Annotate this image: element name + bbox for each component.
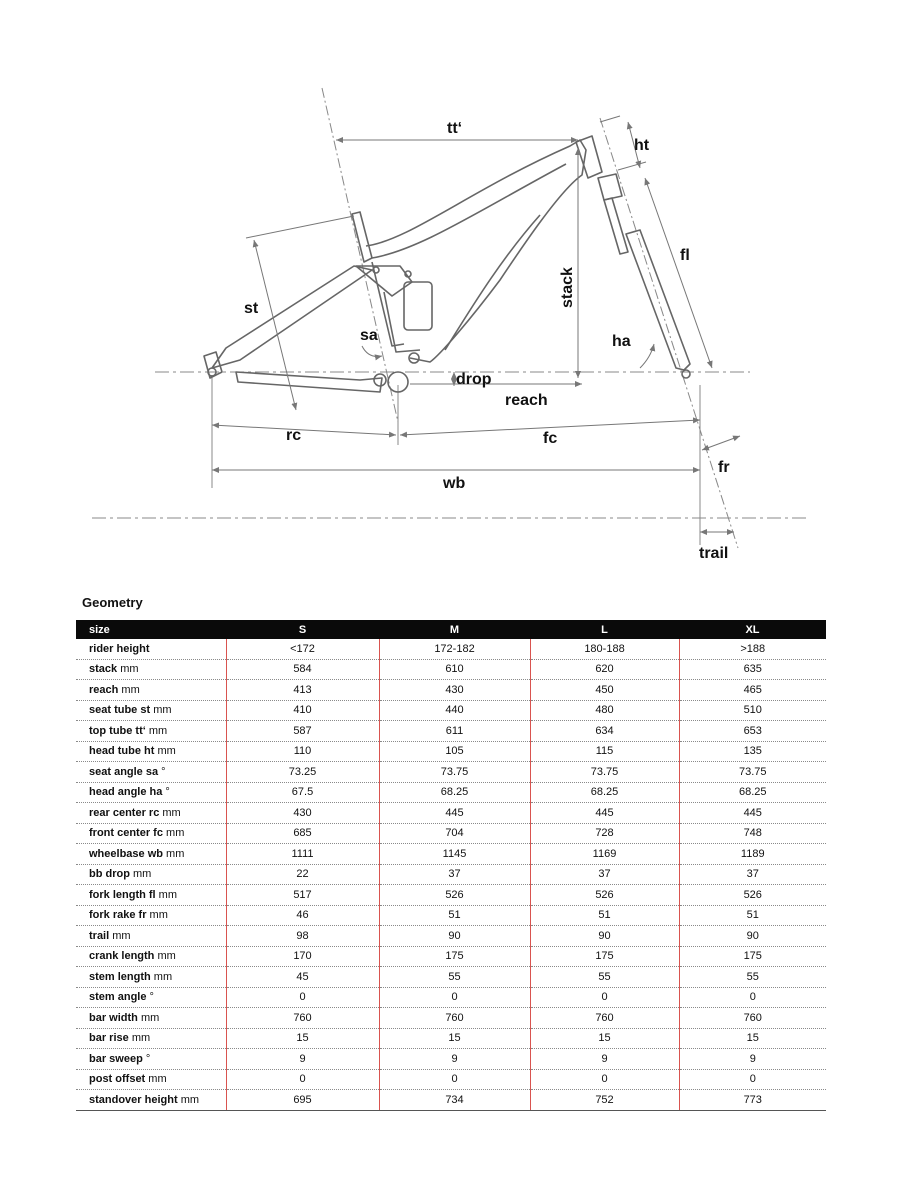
row-unit: mm <box>133 868 152 881</box>
row-name: rider height <box>89 642 150 655</box>
dimension-lines <box>212 116 740 532</box>
table-row <box>76 639 826 659</box>
cell-value: 773 <box>679 1090 826 1111</box>
cell-value: 73.25 <box>226 762 379 783</box>
header-size-m: M <box>379 620 530 639</box>
label-st: st <box>244 300 259 317</box>
cell-value: 172-182 <box>379 639 530 659</box>
label-ht: ht <box>634 137 650 154</box>
row-label <box>76 864 226 885</box>
cell-value: 440 <box>379 700 530 721</box>
row-unit: ° <box>149 991 154 1004</box>
cell-value: 610 <box>379 659 530 680</box>
cell-value: 180-188 <box>530 639 679 659</box>
cell-value: 15 <box>226 1028 379 1049</box>
label-drop: drop <box>456 371 492 388</box>
cell-value: 175 <box>530 946 679 967</box>
row-name: head angle ha <box>89 786 163 799</box>
cell-value: 9 <box>530 1049 679 1070</box>
row-name: standover height <box>89 1093 178 1106</box>
row-name: bar width <box>89 1011 138 1024</box>
row-label <box>76 782 226 803</box>
cell-value: 0 <box>530 1069 679 1090</box>
cell-value: 46 <box>226 905 379 926</box>
cell-value: 526 <box>530 885 679 906</box>
table-row <box>76 700 826 721</box>
row-unit: ° <box>165 786 170 799</box>
table-header-row <box>76 620 826 639</box>
row-unit: mm <box>148 1073 167 1086</box>
cell-value: 51 <box>679 905 826 926</box>
row-label <box>76 905 226 926</box>
cell-value: 0 <box>530 987 679 1008</box>
row-name: seat tube st <box>89 704 151 717</box>
row-label <box>76 1069 226 1090</box>
row-label <box>76 700 226 721</box>
row-name: post offset <box>89 1073 146 1086</box>
row-unit: ° <box>145 1052 151 1065</box>
cell-value: 695 <box>226 1090 379 1111</box>
row-name: front center fc <box>89 827 163 840</box>
row-name: fork length fl <box>89 888 156 901</box>
cell-value: 611 <box>379 721 530 742</box>
row-name: fork rake fr <box>89 909 147 922</box>
cell-value: <172 <box>226 639 379 659</box>
table-body <box>76 639 826 1110</box>
cell-value: 0 <box>679 1069 826 1090</box>
row-label <box>76 762 226 783</box>
cell-value: 135 <box>679 741 826 762</box>
table-row <box>76 1028 826 1049</box>
cell-value: 410 <box>226 700 379 721</box>
row-label <box>76 844 226 865</box>
cell-value: 90 <box>530 926 679 947</box>
row-label <box>76 987 226 1008</box>
cell-value: 51 <box>530 905 679 926</box>
row-unit: mm <box>153 970 173 983</box>
cell-value: 45 <box>226 967 379 988</box>
label-rc: rc <box>286 427 302 444</box>
cell-value: 734 <box>379 1090 530 1111</box>
label-fl: fl <box>680 247 690 264</box>
cell-value: 620 <box>530 659 679 680</box>
cell-value: 37 <box>379 864 530 885</box>
cell-value: 413 <box>226 680 379 701</box>
header-size-xl: XL <box>679 620 826 639</box>
table-row <box>76 946 826 967</box>
table-row <box>76 905 826 926</box>
row-label <box>76 680 226 701</box>
row-unit: mm <box>162 806 181 819</box>
row-unit: mm <box>112 929 131 942</box>
cell-value: 15 <box>530 1028 679 1049</box>
table-row <box>76 926 826 947</box>
cell-value: 445 <box>679 803 826 824</box>
cell-value: 55 <box>379 967 530 988</box>
cell-value: 0 <box>379 987 530 1008</box>
geometry-title: Geometry <box>82 595 143 610</box>
header-size-s: S <box>226 620 379 639</box>
row-unit: mm <box>180 1093 200 1106</box>
row-label <box>76 803 226 824</box>
cell-value: 0 <box>679 987 826 1008</box>
cell-value: 510 <box>679 700 826 721</box>
row-name: top tube tt‘ <box>89 724 146 737</box>
cell-value: 175 <box>379 946 530 967</box>
cell-value: 653 <box>679 721 826 742</box>
cell-value: 430 <box>226 803 379 824</box>
row-unit: mm <box>157 950 176 963</box>
row-label <box>76 885 226 906</box>
row-label <box>76 1028 226 1049</box>
cell-value: 175 <box>679 946 826 967</box>
row-name: bb drop <box>89 868 130 881</box>
cell-value: 55 <box>530 967 679 988</box>
cell-value: 526 <box>379 885 530 906</box>
cell-value: 22 <box>226 864 379 885</box>
table-row <box>76 885 826 906</box>
label-sa: sa <box>360 327 378 344</box>
geometry-table <box>76 620 826 1111</box>
cell-value: 445 <box>379 803 530 824</box>
cell-value: 480 <box>530 700 679 721</box>
row-name: wheelbase wb <box>89 847 163 860</box>
cell-value: 115 <box>530 741 679 762</box>
row-label <box>76 721 226 742</box>
cell-value: 517 <box>226 885 379 906</box>
row-name: stem length <box>89 970 151 983</box>
row-unit: mm <box>166 847 185 860</box>
cell-value: 1169 <box>530 844 679 865</box>
geometry-diagram <box>0 0 900 580</box>
row-name: trail <box>89 929 110 942</box>
cell-value: 635 <box>679 659 826 680</box>
cell-value: 9 <box>679 1049 826 1070</box>
table-row <box>76 987 826 1008</box>
cell-value: 760 <box>679 1008 826 1029</box>
cell-value: 0 <box>226 987 379 1008</box>
table-row <box>76 967 826 988</box>
cell-value: 15 <box>379 1028 530 1049</box>
cell-value: 1145 <box>379 844 530 865</box>
row-name: bar sweep <box>89 1052 143 1065</box>
label-ha: ha <box>612 333 631 350</box>
row-label <box>76 639 226 659</box>
row-unit: mm <box>153 704 172 717</box>
table-row <box>76 659 826 680</box>
row-label <box>76 659 226 680</box>
cell-value: 634 <box>530 721 679 742</box>
table-row <box>76 721 826 742</box>
row-label <box>76 1049 226 1070</box>
cell-value: 51 <box>379 905 530 926</box>
table-row <box>76 762 826 783</box>
row-label <box>76 1008 226 1029</box>
bike-frame <box>204 136 690 392</box>
cell-value: 685 <box>226 823 379 844</box>
cell-value: 90 <box>679 926 826 947</box>
row-unit: mm <box>131 1032 151 1045</box>
table-row <box>76 782 826 803</box>
row-name: head tube ht <box>89 745 155 758</box>
cell-value: 73.75 <box>379 762 530 783</box>
row-label <box>76 967 226 988</box>
cell-value: 430 <box>379 680 530 701</box>
table-row <box>76 823 826 844</box>
row-name: crank length <box>89 950 155 963</box>
cell-value: 728 <box>530 823 679 844</box>
label-fc: fc <box>543 430 558 447</box>
cell-value: 0 <box>379 1069 530 1090</box>
cell-value: 55 <box>679 967 826 988</box>
table-row <box>76 1049 826 1070</box>
label-reach: reach <box>505 392 548 409</box>
header-size-label: size <box>76 620 226 639</box>
cell-value: 760 <box>530 1008 679 1029</box>
cell-value: 450 <box>530 680 679 701</box>
table-row <box>76 803 826 824</box>
cell-value: 37 <box>530 864 679 885</box>
table-row <box>76 1069 826 1090</box>
row-unit: ° <box>161 765 166 778</box>
cell-value: 760 <box>226 1008 379 1029</box>
cell-value: 748 <box>679 823 826 844</box>
row-label <box>76 823 226 844</box>
label-stack: stack <box>559 267 576 308</box>
row-name: rear center rc <box>89 806 160 819</box>
table-row <box>76 1090 826 1111</box>
cell-value: 170 <box>226 946 379 967</box>
cell-value: 752 <box>530 1090 679 1111</box>
cell-value: 68.25 <box>379 782 530 803</box>
row-label <box>76 946 226 967</box>
row-unit: mm <box>120 663 139 676</box>
row-label <box>76 741 226 762</box>
cell-value: 704 <box>379 823 530 844</box>
cell-value: 526 <box>679 885 826 906</box>
cell-value: 67.5 <box>226 782 379 803</box>
cell-value: 98 <box>226 926 379 947</box>
table-row <box>76 680 826 701</box>
row-unit: mm <box>158 888 177 901</box>
cell-value: 105 <box>379 741 530 762</box>
cell-value: 9 <box>226 1049 379 1070</box>
label-tt: tt‘ <box>447 120 463 137</box>
row-name: stack <box>89 663 118 676</box>
row-name: seat angle sa <box>89 765 159 778</box>
cell-value: 73.75 <box>530 762 679 783</box>
cell-value: 0 <box>226 1069 379 1090</box>
cell-value: 465 <box>679 680 826 701</box>
row-unit: mm <box>121 683 140 696</box>
cell-value: 37 <box>679 864 826 885</box>
cell-value: 584 <box>226 659 379 680</box>
cell-value: 68.25 <box>679 782 826 803</box>
row-name: bar rise <box>89 1032 129 1045</box>
row-unit: mm <box>157 745 176 758</box>
row-name: stem angle <box>89 991 147 1004</box>
label-fr: fr <box>718 459 730 476</box>
row-unit: mm <box>166 827 185 840</box>
cell-value: 760 <box>379 1008 530 1029</box>
row-label <box>76 926 226 947</box>
cell-value: 1189 <box>679 844 826 865</box>
cell-value: 15 <box>679 1028 826 1049</box>
cell-value: 110 <box>226 741 379 762</box>
label-wb: wb <box>443 475 466 492</box>
cell-value: 90 <box>379 926 530 947</box>
row-name: reach <box>89 683 119 696</box>
label-trail: trail <box>699 545 729 562</box>
row-unit: mm <box>148 724 168 737</box>
cell-value: 73.75 <box>679 762 826 783</box>
table-row <box>76 1008 826 1029</box>
cell-value: 9 <box>379 1049 530 1070</box>
table-row <box>76 741 826 762</box>
row-unit: mm <box>140 1011 160 1024</box>
table-row <box>76 844 826 865</box>
row-label <box>76 1090 226 1111</box>
table-row <box>76 864 826 885</box>
header-size-l: L <box>530 620 679 639</box>
cell-value: >188 <box>679 639 826 659</box>
cell-value: 1111 <box>226 844 379 865</box>
cell-value: 587 <box>226 721 379 742</box>
row-unit: mm <box>149 909 168 922</box>
cell-value: 445 <box>530 803 679 824</box>
cell-value: 68.25 <box>530 782 679 803</box>
